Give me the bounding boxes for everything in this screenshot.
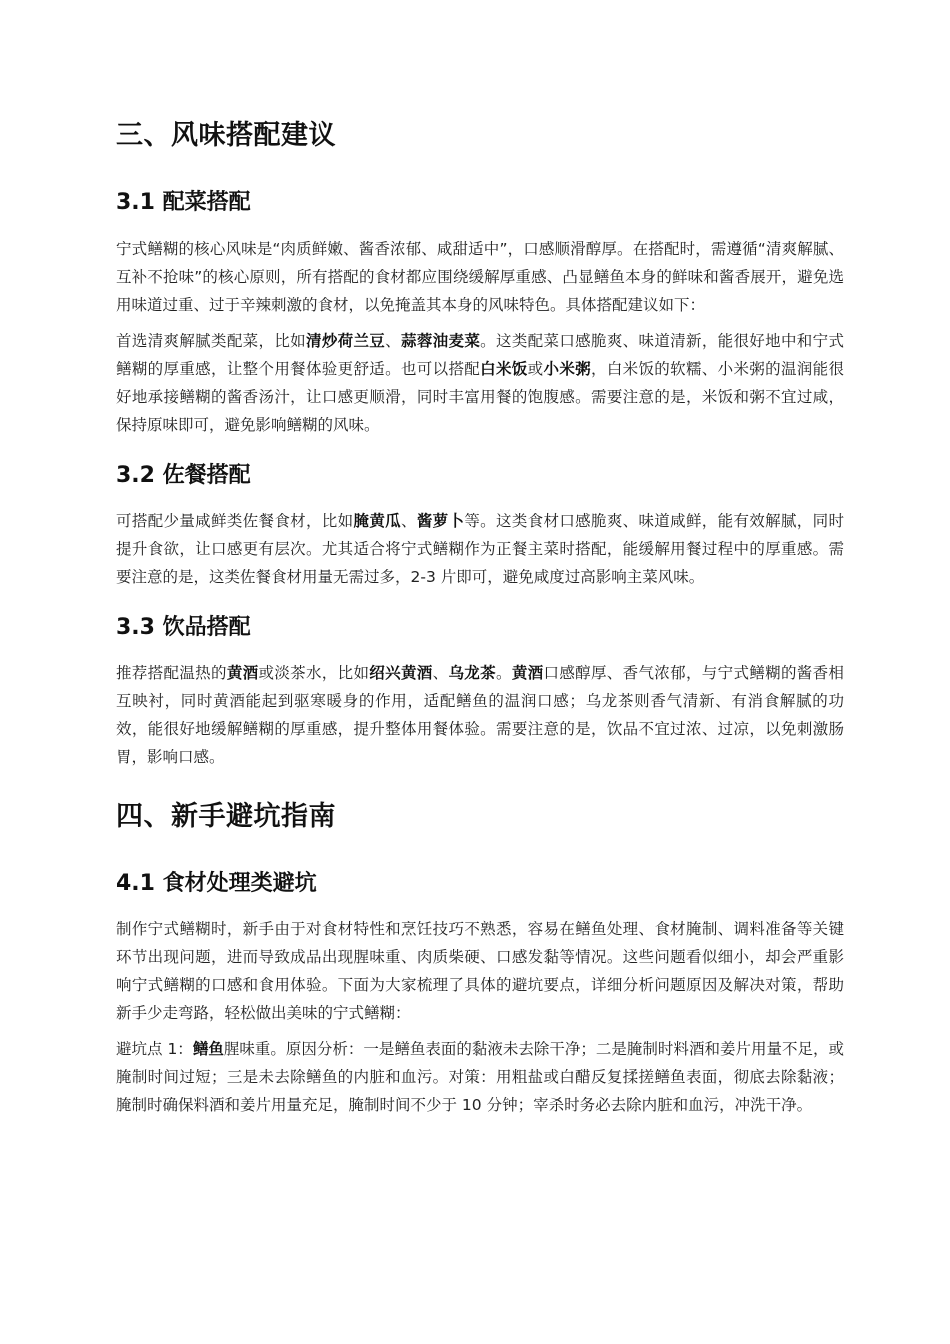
bold-term: 绍兴黄酒 xyxy=(369,664,433,682)
subsection-3-1-paragraph-1: 宁式鳝糊的核心风味是“肉质鲜嫩、酱香浓郁、咸甜适中”，口感顺滑醇厚。在搭配时，需遵循“清爽解腻、互补不抢味”的核心原则，所有搭配的食材都应围绕缓解厚重感、凸显鳝鱼本身的鲜味和酱香展开，避免选用味道过重、过于辛辣刺激的食材，以免掩盖其本身的风味特色。具体搭配建议如下： xyxy=(116,240,844,314)
text-run: 、 xyxy=(400,512,417,530)
text-run: 口感醇厚、香气浓郁，与宁式鳝糊的酱香相互映衬，同时黄酒能起到驱寒暖身的作用，适配鳝鱼的温润口感；乌龙茶则香气清新、有消食解腻的功效，能很好地缓解鳝糊的厚重感，提升整体用餐体验。需要注意的是，饮品不宜过浓、过凉，以免刺激肠胃，影响口感。 xyxy=(116,664,844,766)
bold-term: 鳝鱼 xyxy=(192,1040,224,1058)
bold-term: 黄酒 xyxy=(511,664,544,682)
text-run: 、 xyxy=(432,664,449,682)
bold-term: 清炒荷兰豆 xyxy=(305,332,386,350)
subsection-4-1-paragraph-1: 制作宁式鳝糊时，新手由于对食材特性和烹饪技巧不熟悉，容易在鳝鱼处理、食材腌制、调料准备等关键环节出现问题，进而导致成品出现腥味重、肉质柴硬、口感发黏等情况。这些问题看似细小，却会严重影响宁式鳝糊的口感和食用体验。下面为大家梳理了具体的避坑要点，详细分析问题原因及解决对策，帮助新手少走弯路，轻松做出美味的宁式鳝糊： xyxy=(116,920,844,1022)
text-run: 避坑点 1： xyxy=(116,1040,193,1058)
text-run: 腥味重。原因分析：一是鳝鱼表面的黏液未去除干净；二是腌制时料酒和姜片用量不足，或腌制时间过短；三是未去除鳝鱼的内脏和血污。对策：用粗盐或白醋反复揉搓鳝鱼表面，彻底去除黏液；腌制时确保料酒和姜片用量充足，腌制时间不少于 10 分钟；宰杀时务必去除内脏和血污，冲洗干净。 xyxy=(116,1040,844,1114)
bold-term: 乌龙茶 xyxy=(448,664,496,682)
text-run: 推荐搭配温热的 xyxy=(116,664,227,682)
bold-term: 白米饭 xyxy=(480,360,528,378)
subsection-4-1-heading: 4.1 食材处理类避坑 xyxy=(116,871,317,896)
bold-term: 酱萝卜 xyxy=(416,512,465,530)
subsection-3-3-paragraph-1 xyxy=(116,659,844,771)
section-3-heading: 三、风味搭配建议 xyxy=(116,120,336,151)
text-run: 可搭配少量咸鲜类佐餐食材，比如 xyxy=(116,512,354,530)
subsection-3-1-heading: 3.1 配菜搭配 xyxy=(116,190,251,215)
document-page xyxy=(116,0,844,1119)
bold-term: 小米粥 xyxy=(543,360,591,378)
text-run: 等。这类食材口感脆爽、味道咸鲜，能有效解腻，同时提升食欲，让口感更有层次。尤其适合将宁式鳝糊作为正餐主菜时搭配，能缓解用餐过程中的厚重感。需要注意的是，这类佐餐食材用量无需过多，2-3 片即可，避免咸度过高影响主菜风味。 xyxy=(116,512,844,586)
text-run: 或 xyxy=(527,360,544,378)
bold-term: 腌黄瓜 xyxy=(353,512,401,530)
subsection-3-2-heading: 3.2 佐餐搭配 xyxy=(116,463,251,488)
bold-term: 蒜蓉油麦菜 xyxy=(401,332,481,350)
subsection-4-1-paragraph-2 xyxy=(116,1035,844,1119)
bold-term: 黄酒 xyxy=(226,664,259,682)
section-4-heading: 四、新手避坑指南 xyxy=(116,801,336,832)
text-run: 首选清爽解腻类配菜，比如 xyxy=(116,332,306,350)
subsection-3-2-paragraph-1 xyxy=(116,507,844,591)
subsection-3-1-paragraph-2 xyxy=(116,327,844,439)
subsection-3-3-heading: 3.3 饮品搭配 xyxy=(116,615,251,640)
text-run: 。这类配菜口感脆爽、味道清新，能很好地中和宁式鳝糊的厚重感，让整个用餐体验更舒适。也可以搭配 xyxy=(116,332,844,378)
text-run: 或淡茶水，比如 xyxy=(258,664,370,682)
text-run: 、 xyxy=(385,332,401,350)
text-run: ，白米饭的软糯、小米粥的温润能很好地承接鳝糊的酱香汤汁，让口感更顺滑，同时丰富用餐的饱腹感。需要注意的是，米饭和粥不宜过咸，保持原味即可，避免影响鳝糊的风味。 xyxy=(116,360,844,434)
text-run: 。 xyxy=(495,664,512,682)
